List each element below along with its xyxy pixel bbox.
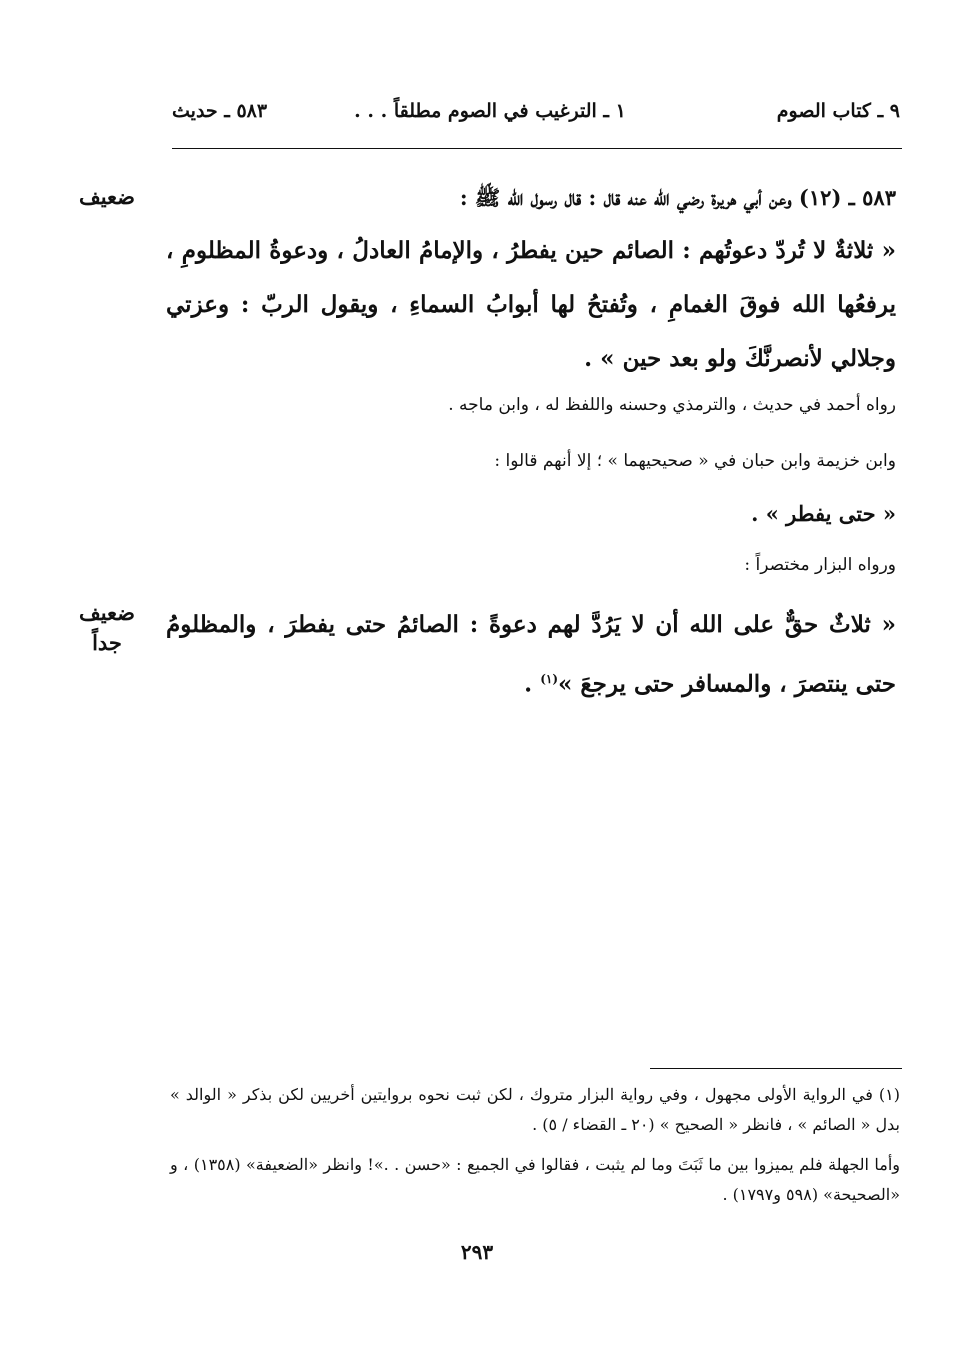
header-section: ١ ـ الترغيب في الصوم مطلقاً . . . bbox=[354, 100, 626, 122]
footnote-rule bbox=[650, 1068, 902, 1069]
hadith1-grade: ضعيف bbox=[78, 184, 136, 209]
hadith2-grade bbox=[62, 598, 152, 658]
hadith2-grade-line-1: ضعيف bbox=[78, 600, 136, 625]
narration-line-3: ورواه البزار مختصراً : bbox=[744, 555, 896, 575]
hadith2-text: « ثلاثٌ حقٌّ على الله أن لا يَرُدَّ لهم دعوةً : الصائمُ حتى يفطرَ ، والمظلومُ حتى ينتصرَ ، والمسافر حتى يرجعَ » bbox=[166, 611, 896, 698]
footnote-2: وأما الجهلة فلم يميزوا بين ما ثَبَتَ وما لم يثبت ، فقالوا في الجميع : «حسن . .»! وانظر «الضعيفة» (١٣٥٨) ، و «الصحيحة» (٥٩٨ و١٧٩٧) . bbox=[170, 1155, 900, 1204]
narration-quote: « حتى يفطر » . bbox=[751, 501, 896, 526]
hadith2-grade-line-2: جداً bbox=[92, 630, 122, 655]
narration-line-1: رواه أحمد في حديث ، والترمذي وحسنه واللفظ له ، وابن ماجه . bbox=[448, 395, 896, 415]
header-chapter: ٩ ـ كتاب الصوم bbox=[776, 100, 900, 122]
narration-line-2: وابن خزيمة وابن حبان في « صحيحيهما » ؛ إلا أنهم قالوا : bbox=[494, 451, 896, 471]
hadith2-text-block bbox=[166, 598, 896, 712]
page-number: ٢٩٣ bbox=[460, 1240, 494, 1264]
hadith1-text: « ثلاثةٌ لا تُردّ دعوتُهم : الصائم حين يفطرُ ، والإمامُ العادلُ ، ودعوةُ المظلومِ ، يرفعُها الله فوقَ الغمامِ ، وتُفتحُ لها أبوابُ السماءِ ، ويقول الربّ : وعزتي وجلالي لأنصرنَّكَ ولو بعد حين » . bbox=[166, 237, 896, 372]
header-hadith-ref: ٥٨٣ ـ حديث bbox=[172, 100, 268, 122]
hadith1-intro: ٥٨٣ ـ (١٢) وعن أبي هريرة رضي الله عنه قال : قال رسول الله ﷺ : bbox=[459, 185, 896, 210]
footnote-marker: (١) bbox=[540, 672, 559, 686]
hadith2-end: . bbox=[524, 670, 541, 698]
header-rule bbox=[172, 148, 902, 149]
footnote-1: (١) في الرواية الأولى مجهول ، وفي رواية البزار متروك ، لكن ثبت نحوه بروايتين أخريين لكن بذكر « الوالد » بدل « الصائم » ، فانظر « الصحيح » (٢٠ ـ القضاء / ٥) . bbox=[170, 1085, 900, 1134]
